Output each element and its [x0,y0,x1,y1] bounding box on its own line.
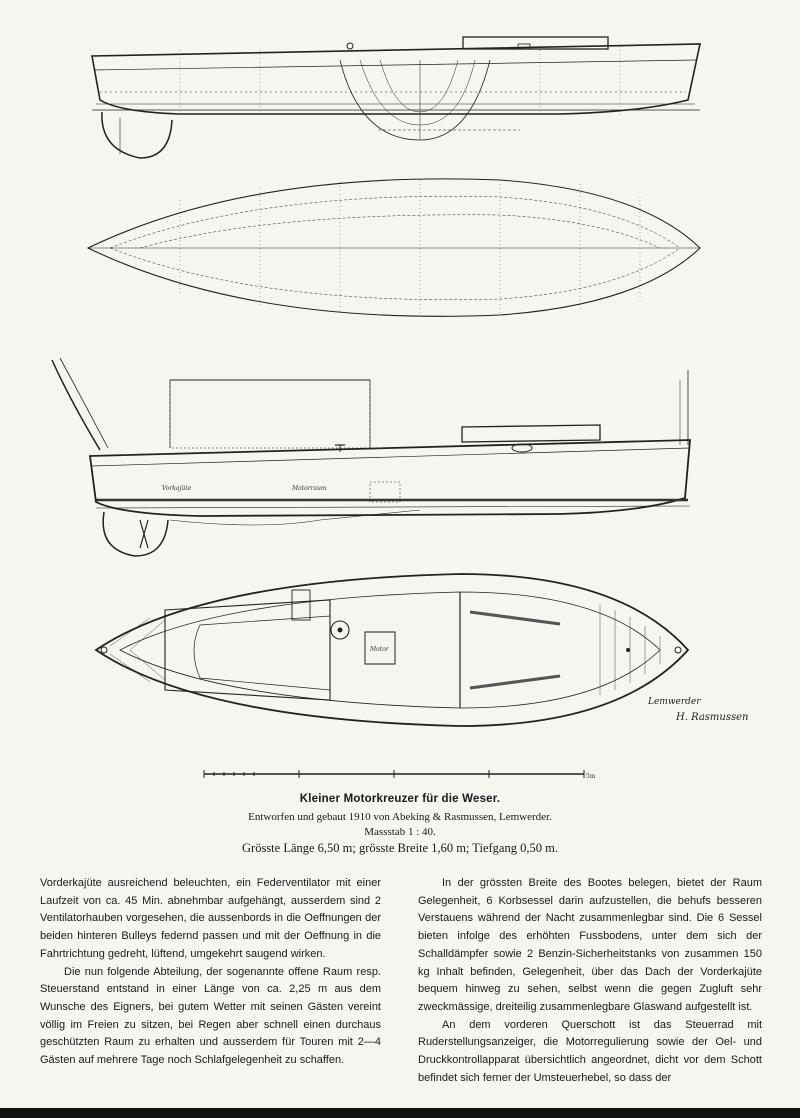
figure-caption-designer: Entworfen und gebaut 1910 von Abeking & Rasmussen, Lemwerder. [248,811,552,823]
paragraph: Die nun folgende Abteilung, der sogenannte offene Raum resp. Steuerstand entstand in einer Länge von ca. 2,25 m aus dem Wunsche des Eigners, bei gutem Wetter mit seinen Gästen vereint völlig im Freien zu sitzen, bei Regen aber schnell einen durchaus geschützten Raum zu erhalten und ausserdem für Touren mit 2—4 Gästen auf mehrere Tage noch Schlafgelegenheit zu schaffen. [40,965,381,1067]
signature-line-2: H. Rasmussen [676,712,749,723]
figure-caption-scale: Massstab 1 : 40. [364,826,436,838]
lines-profile-view [92,37,700,158]
scale-bar-label: 5m [586,773,596,780]
text-column-right [418,875,762,1087]
designer-signature [634,695,748,725]
paragraph: In der grössten Breite des Bootes belegen, bietet der Raum Gelegenheit, 6 Korbsessel darin aufzustellen, die behufs besseren Verstauens während der Nacht zusammenlegbar sind. Die 6 Sessel bieten infolge des erhöhten Fussbodens, unter dem sich der Schalldämpfer sowie 2 Benzin-Sicherheitstanks von zusammen 150 kg Inhalt befinden, Gelegenheit, über das Dach der Vorderkajüte bequem hinweg zu sehen, selbst wenn die gegen Zugluft sehr zweckmässige, dreiteilig zusammenlegbare Glaswand aufgestellt ist. [418,877,762,1013]
signature-line-1: Lemwerder [648,697,701,707]
deck-plan-view [96,574,688,726]
page-bottom-edge [0,1108,800,1118]
label-engine-room: Motorraum [292,485,327,492]
waterlines-plan-view [88,179,700,316]
scale-bar [204,770,584,778]
figure-title: Kleiner Motorkreuzer für die Weser. [299,793,501,805]
figure-caption-dimensions: Grösste Länge 6,50 m; grösste Breite 1,60 m; Tiefgang 0,50 m. [242,841,558,855]
paragraph: An dem vorderen Querschott ist das Steuerrad mit Ruderstellungsanzeiger, die Motorregulierung sowie der Oel- und Druckkontrollapparat übersichtlich angeordnet, dicht vor dem Schott befindet sich ferner der Umsteuerhebel, so dass der [418,1018,762,1084]
label-motor: Motor [370,646,389,653]
label-forward-cabin: Vorkajüte [162,485,192,492]
paragraph: Vorderkajüte ausreichend beleuchten, ein Federventilator mit einer Laufzeit von ca. 45 Min. abnehmbar aufgehängt, ausserdem sind 2 Ventilatorhauben vorgesehen, die aussenbords in die Oeffnungen der beiden hinteren Bulleys federnd passen und mit der Oeffnung in die Fahrtrichtung gedreht, lüftend, umgekehrt saugend wirken. [40,877,381,960]
text-column-left [40,875,381,1070]
side-elevation-view [52,358,690,556]
